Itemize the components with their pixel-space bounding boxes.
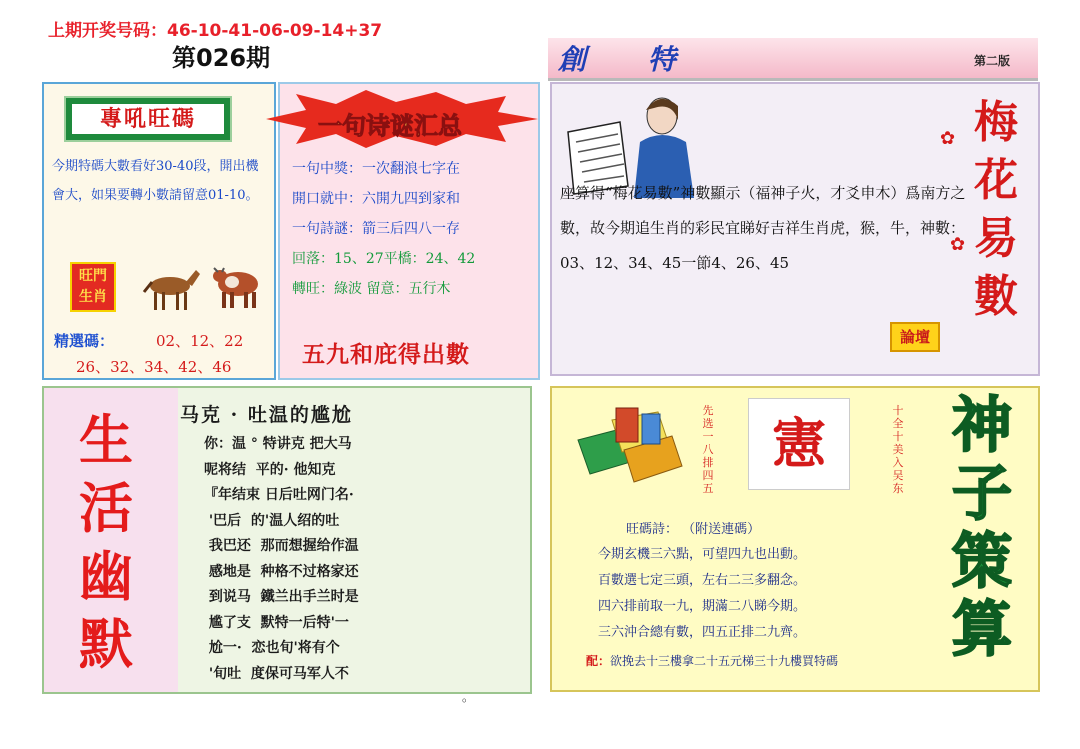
poem-line: 今期玄機三六點，可望四九也出動。	[598, 547, 807, 562]
plum-blossom-text: 座算得“梅花易數”神數顯示（福神子火，才爻申木）爲南方之數，故今期追生肖的彩民宜睇好吉祥生肖虎，猴，牛，神數：03、12、34、45一節4、26、45	[560, 184, 966, 272]
selected-numbers-label: 精選碼：	[54, 332, 115, 350]
poem-line: 四六排前取一九，期滿二八睇今期。	[598, 599, 807, 614]
vertical-title	[966, 94, 1026, 326]
vertical-char: 生	[79, 408, 133, 472]
riddle-label: 回落：	[292, 251, 334, 267]
story-title: 马克 · 吐温的尴尬	[180, 404, 353, 426]
vertical-char: 活	[79, 476, 133, 540]
poem-riddle-panel	[278, 82, 540, 380]
riddle-value: 六開九四到家和	[362, 191, 460, 207]
vertical-char: 神	[952, 391, 1012, 461]
feature-char: 憲	[772, 411, 826, 475]
vertical-char: 幽	[79, 544, 133, 608]
riddle-line	[292, 154, 536, 184]
forum-badge: 論壇	[890, 322, 940, 352]
side-hint-left: 先选一八排四五	[702, 404, 714, 495]
riddle-label: 開口就中：	[292, 191, 362, 207]
previous-draw-numbers: 上期开奖号码：46-10-41-06-09-14+37	[48, 21, 383, 41]
riddle-value: 箭三后四八一存	[362, 221, 460, 237]
panel-title: 一句诗谜汇总	[318, 111, 462, 140]
humor-panel	[42, 386, 532, 704]
tip-text: 今期特碼大數看好30-40段，開出機會大，如果要轉小數請留意01-10。	[52, 159, 259, 203]
edition-label: 第二版	[974, 54, 1011, 68]
badge-line-2: 生肖	[79, 289, 107, 305]
ox-illustration	[212, 260, 268, 312]
selected-numbers-line-1: 02、12、22	[156, 332, 244, 350]
vertical-title	[934, 392, 1030, 664]
riddle-value: 一次翻浪七字在	[362, 161, 460, 177]
flower-icon: ✿	[950, 234, 966, 255]
riddle-line	[292, 274, 536, 304]
panel-title-box	[66, 98, 230, 140]
side-hint-right: 十全十美入吴东	[892, 404, 904, 495]
selected-numbers-line-2: 26、32、34、42、46	[76, 358, 232, 376]
story-row: 感地是 种格不过格家还	[204, 563, 359, 580]
footer-key: 配：	[586, 654, 611, 668]
story-end-mark: 。	[462, 690, 475, 704]
story-row: 我巴还 那而想握给作温	[204, 538, 359, 554]
flower-icon: ✿	[940, 128, 956, 149]
riddle-value: 綠波 留意：五行木	[334, 281, 451, 297]
riddle-label: 一句中獎：	[292, 161, 362, 177]
books-illustration	[572, 406, 684, 484]
riddle-answer: 五九和庇得出數	[302, 341, 470, 368]
vertical-char: 數	[974, 271, 1018, 322]
vertical-char: 易	[974, 213, 1018, 264]
vertical-char: 策	[952, 527, 1012, 597]
hot-numbers-panel	[42, 82, 276, 380]
poem-footer	[586, 652, 838, 669]
badge-line-1: 旺門	[79, 268, 107, 284]
riddle-line	[292, 244, 536, 274]
riddle-label: 轉旺：	[292, 281, 334, 297]
plum-blossom-panel	[550, 82, 1040, 376]
poem-lines	[598, 542, 806, 646]
story-row: 你：温 ° 特讲克 把大马	[204, 436, 352, 452]
riddle-label: 一句詩謎：	[292, 221, 362, 237]
vertical-char: 子	[952, 459, 1012, 529]
vertical-char: 花	[974, 155, 1018, 206]
vertical-char: 默	[79, 612, 133, 676]
story-row: '旬吐 度保可马军人不	[204, 665, 349, 682]
fortune-strategy-panel	[550, 386, 1040, 692]
zodiac-badge	[70, 262, 116, 312]
riddle-value: 15、27平橋：24、42	[334, 251, 476, 267]
riddle-line	[292, 214, 536, 244]
story-row: 尬一· 恋也旬'将有个	[204, 640, 340, 656]
feature-box	[748, 398, 850, 490]
footer-text: 欲挽去十三樓拿二十五元梯三十九樓買特碼	[610, 654, 839, 668]
poem-label: 旺碼詩： （附送連碼）	[626, 522, 761, 537]
riddle-list	[292, 154, 536, 304]
story-row: 呢将结 平的· 他知克	[204, 461, 336, 478]
vertical-title	[58, 406, 154, 678]
issue-number: 第026期	[172, 44, 271, 72]
poem-line: 三六沖合總有數，四五正排二九齊。	[598, 625, 807, 640]
panel-title: 專吼旺碼	[99, 106, 196, 132]
story-row: 『年结束 日后吐网门名·	[204, 487, 354, 503]
story-row: 到说马 鐵兰出手兰时是	[204, 589, 359, 605]
riddle-line	[292, 184, 536, 214]
story-row: 尴了支 默特一后特'一	[204, 614, 349, 631]
horse-illustration	[140, 262, 202, 314]
vertical-char: 梅	[974, 97, 1018, 148]
story-text	[204, 432, 359, 687]
poem-line: 百數選七定三頭，左右二三多翻念。	[598, 573, 807, 588]
story-row: '巴后 的'温人绍的吐	[204, 512, 340, 529]
header-title: 創 特	[558, 43, 702, 76]
vertical-char: 算	[952, 595, 1012, 665]
